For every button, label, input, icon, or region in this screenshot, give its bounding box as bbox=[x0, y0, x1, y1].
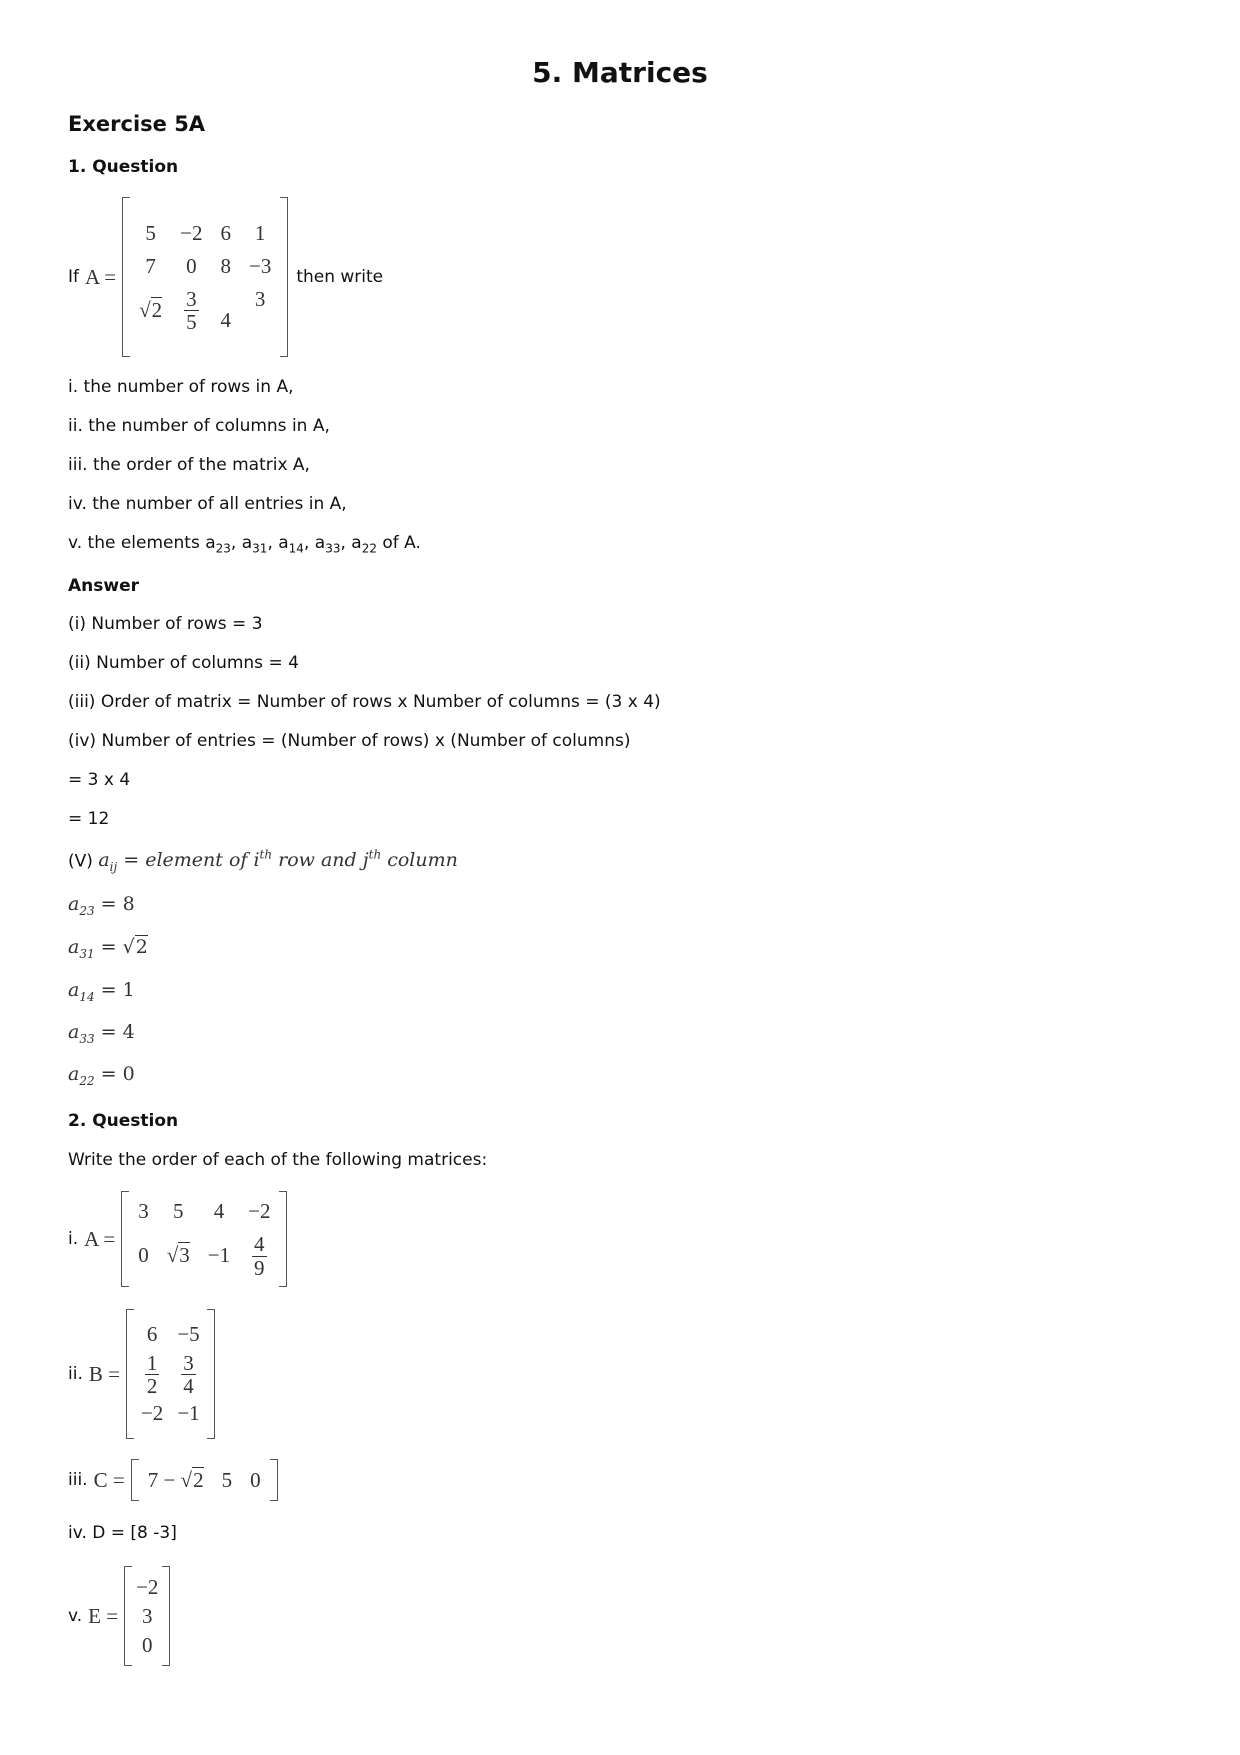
matrix-a-table bbox=[130, 217, 280, 337]
matrix-name: C = bbox=[93, 1467, 125, 1492]
matrix-cell: −3 bbox=[248, 253, 272, 278]
item-label: i. bbox=[68, 1229, 79, 1249]
element-a14: $a_{14} = 1$ bbox=[68, 979, 135, 1004]
matrix-cell: $\frac{1}{2}$ bbox=[146, 1350, 158, 1398]
part-iii: iii. the order of the matrix A, bbox=[68, 455, 310, 475]
matrix-cell: $\frac{3}{5}$ bbox=[186, 286, 197, 334]
matrix-cell: 3 bbox=[254, 286, 266, 311]
answer-iv-result: = 12 bbox=[68, 809, 110, 829]
matrix-b bbox=[126, 1309, 215, 1439]
matrix-cell: √3 bbox=[166, 1243, 190, 1267]
matrix-cell: 5 bbox=[221, 1467, 233, 1492]
answer-i: (i) Number of rows = 3 bbox=[68, 614, 263, 634]
matrix-cell: 6 bbox=[146, 1321, 158, 1346]
matrix-cell: $\frac{4}{9}$ bbox=[254, 1232, 265, 1280]
matrix-cell: √2 bbox=[139, 297, 163, 322]
answer-heading: Answer bbox=[68, 576, 139, 596]
if-label: If bbox=[68, 267, 79, 287]
part-v: v. the elements $a_{23}$, $a_{31}$, $a_{14}$, $a_{33}$, $a_{22}$ of A. bbox=[68, 533, 421, 556]
item-label: iv. bbox=[68, 1523, 87, 1543]
matrix-name: B = bbox=[88, 1361, 120, 1386]
matrix-cell: −1 bbox=[177, 1401, 200, 1426]
matrix-c bbox=[131, 1459, 278, 1501]
answer-ii: (ii) Number of columns = 4 bbox=[68, 653, 299, 673]
part-ii: ii. the number of columns in A, bbox=[68, 416, 330, 436]
element-a22: $a_{22} = 0$ bbox=[68, 1063, 135, 1088]
matrix-d-text: D = [8 -3] bbox=[92, 1523, 177, 1543]
matrix-cell: 1 bbox=[254, 220, 266, 245]
question-1-heading: 1. Question bbox=[68, 157, 179, 177]
matrix-cell: 3 bbox=[138, 1199, 149, 1224]
matrix-cell: −1 bbox=[207, 1243, 231, 1267]
answer-v-definition: (V) $a_{ij}$ = element of $i^{th}$ row and $j^{th}$ column bbox=[68, 848, 458, 875]
matrix-a2 bbox=[121, 1191, 287, 1287]
page-title: 5. Matrices bbox=[532, 56, 708, 89]
item-i bbox=[68, 1190, 287, 1288]
matrix-table bbox=[134, 1320, 207, 1428]
element-a31: $a_{31} = √2$ bbox=[68, 936, 148, 961]
matrix-cell: 0 bbox=[138, 1243, 149, 1267]
answer-iv: (iv) Number of entries = (Number of rows) x (Number of columns) bbox=[68, 731, 631, 751]
matrix-cell: 0 bbox=[142, 1632, 153, 1657]
item-v bbox=[68, 1565, 170, 1667]
answer-iii: (iii) Order of matrix = Number of rows x Number of columns = (3 x 4) bbox=[68, 692, 661, 712]
item-label: iii. bbox=[68, 1470, 88, 1490]
question-2-prompt: Write the order of each of the following matrices: bbox=[68, 1150, 488, 1170]
matrix-cell: 5 bbox=[145, 220, 156, 245]
question-2-heading: 2. Question bbox=[68, 1111, 179, 1131]
matrix-cell: −2 bbox=[140, 1401, 164, 1426]
matrix-cell: −5 bbox=[177, 1321, 200, 1346]
matrix-e bbox=[124, 1566, 170, 1666]
item-label: v. bbox=[68, 1606, 83, 1626]
matrix-cell: $\frac{3}{4}$ bbox=[183, 1350, 194, 1398]
matrix-cell: 5 bbox=[173, 1199, 184, 1224]
matrix-cell: 8 bbox=[220, 253, 231, 278]
answer-v-label: (V) bbox=[68, 851, 93, 872]
matrix-cell: 3 bbox=[142, 1603, 153, 1628]
part-iv: iv. the number of all entries in A, bbox=[68, 494, 347, 514]
matrix-cell: 4 bbox=[220, 308, 231, 333]
matrix-table bbox=[139, 1464, 270, 1497]
matrix-cell: −2 bbox=[248, 1199, 271, 1224]
matrix-a-label: A = bbox=[85, 264, 117, 289]
item-label: ii. bbox=[68, 1364, 83, 1384]
matrix-cell: 4 bbox=[213, 1199, 225, 1224]
matrix-cell: 7 − √2 bbox=[147, 1467, 204, 1492]
matrix-cell: 0 bbox=[186, 253, 197, 278]
matrix-cell: −2 bbox=[136, 1574, 159, 1599]
matrix-name: E = bbox=[88, 1603, 119, 1628]
question-1-statement bbox=[68, 196, 383, 358]
matrix-name: A = bbox=[84, 1226, 116, 1251]
element-a33: $a_{33} = 4$ bbox=[68, 1021, 135, 1046]
then-write-label: then write bbox=[296, 267, 384, 287]
part-i: i. the number of rows in A, bbox=[68, 377, 294, 397]
matrix-cell: 7 bbox=[145, 253, 156, 278]
matrix-cell: 6 bbox=[220, 220, 231, 245]
item-ii bbox=[68, 1308, 215, 1440]
matrix-cell: −2 bbox=[180, 220, 203, 245]
element-a23: $a_{23} = 8$ bbox=[68, 893, 135, 918]
exercise-heading: Exercise 5A bbox=[68, 112, 206, 136]
item-iv bbox=[68, 1523, 177, 1543]
item-iii bbox=[68, 1458, 278, 1502]
matrix-cell: 0 bbox=[250, 1467, 261, 1492]
answer-iv-step: = 3 x 4 bbox=[68, 770, 131, 790]
matrix-table bbox=[129, 1195, 279, 1282]
matrix-a bbox=[122, 197, 288, 357]
matrix-table bbox=[132, 1573, 162, 1660]
